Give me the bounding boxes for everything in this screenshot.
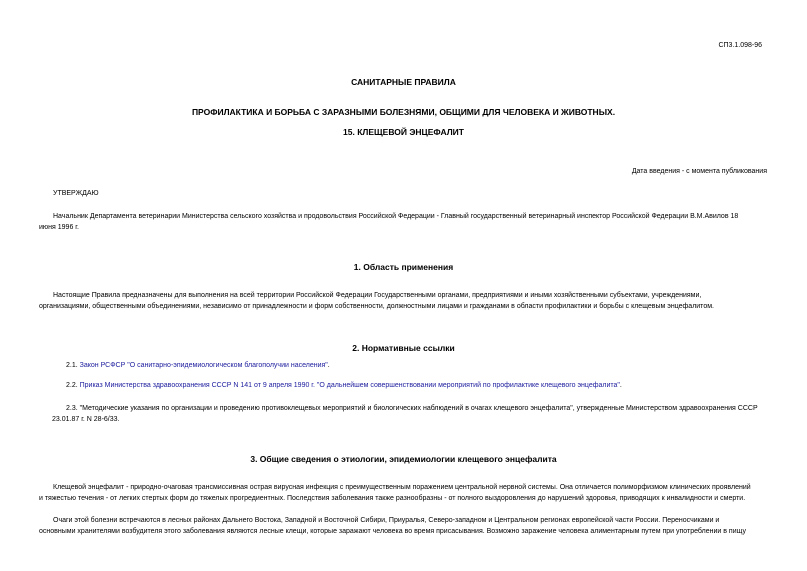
section-1-heading: 1. Область применения [353, 262, 454, 272]
document-subtitle: ПРОФИЛАКТИКА И БОРЬБА С ЗАРАЗНЫМИ БОЛЕЗНЯМИ, ОБЩИМИ ДЛЯ ЧЕЛОВЕКА И ЖИВОТНЫХ. [191, 107, 616, 117]
approver-line-1: Начальник Департамента ветеринарии Министерства сельского хозяйства и продовольствия Российской Федерации - Главный государственный ветеринарный инспектор Российской Федерации В.М.Авилов 18 [53, 213, 739, 220]
section-1-line-2: организациями, общественными объединениями, независимо от принадлежности и форм собственности, должностными лицами и гражданами в области профилактики и борьбы с клещевым энцефалитом. [39, 302, 714, 310]
introduction-date: Дата введения - с момента публикования [631, 168, 767, 175]
reference-2-3-line-1: 2.3. "Методические указания по организации и проведению противоклещевых мероприятий и биологических наблюдений в очагах клещевого энцефалита", утвержденные Министерством здравоохранения СССР [66, 405, 758, 412]
reference-2-2-number: 2.2. [66, 382, 80, 389]
reference-2-2-tail: . [619, 382, 622, 389]
reference-2-1-tail: . [327, 362, 330, 369]
reference-2-1 [66, 362, 330, 369]
approval-label: УТВЕРЖДАЮ [53, 190, 99, 197]
reference-2-1-number: 2.1. [66, 362, 80, 369]
reference-2-2-link[interactable]: Приказ Министерства здравоохранения СССР N 141 от 9 апреля 1990 г. "О дальнейшем совершенствовании мероприятий по профилактике клещевого энцефалита" [79, 382, 620, 389]
section-3-p2-line-1: Очаги этой болезни встречаются в лесных районах Дальнего Востока, Западной и Восточной Сибири, Приуралья, Северо-западном и Центральном регионах европейской части России. Переносчиками и [53, 517, 720, 524]
section-3-p1-line-2: и тяжестью течения - от легких стертых форм до тяжелых прогредиентных. Последствия заболевания также разнообразны - от полного выздоровления до нарушений здоровья, приводящих к инвалидности и смерти. [39, 494, 746, 502]
document-code: СП3.1.098-96 [718, 42, 762, 49]
reference-2-2 [66, 382, 622, 389]
reference-2-3 [52, 404, 767, 425]
document-title: САНИТАРНЫЕ ПРАВИЛА [351, 77, 456, 87]
section-3-paragraph-1 [39, 483, 767, 504]
approver-line-2: июня 1996 г. [39, 223, 79, 231]
reference-2-3-line-2: 23.01.87 г. N 28-6/33. [52, 415, 120, 423]
approver-paragraph [39, 212, 767, 233]
section-2-heading: 2. Нормативные ссылки [352, 343, 455, 353]
section-3-paragraph-2 [39, 516, 767, 537]
section-1-line-1: Настоящие Правила предназначены для выполнения на всей территории Российской Федерации Государственными органами, предприятиями и иными хозяйственными субъектами, учреждениями, [53, 292, 702, 299]
section-3-p2-line-2: основными хранителями возбудителя этого заболевания являются лесные клещи, которые заражают человека во время присасывания. Возможно заражение человека алиментарным путем при употреблении в пищу [39, 527, 746, 535]
document-section-title: 15. КЛЕЩЕВОЙ ЭНЦЕФАЛИТ [343, 127, 464, 137]
section-1-paragraph [39, 291, 767, 312]
section-3-heading: 3. Общие сведения о этиологии, эпидемиологии клещевого энцефалита [250, 454, 557, 464]
reference-2-1-link[interactable]: Закон РСФСР "О санитарно-эпидемиологическом благополучии населения" [79, 362, 328, 369]
section-3-p1-line-1: Клещевой энцефалит - природно-очаговая трансмиссивная острая вирусная инфекция с преимущественным поражением центральной нервной системы. Она отличается полиморфизмом клинических проявлений [53, 484, 751, 491]
